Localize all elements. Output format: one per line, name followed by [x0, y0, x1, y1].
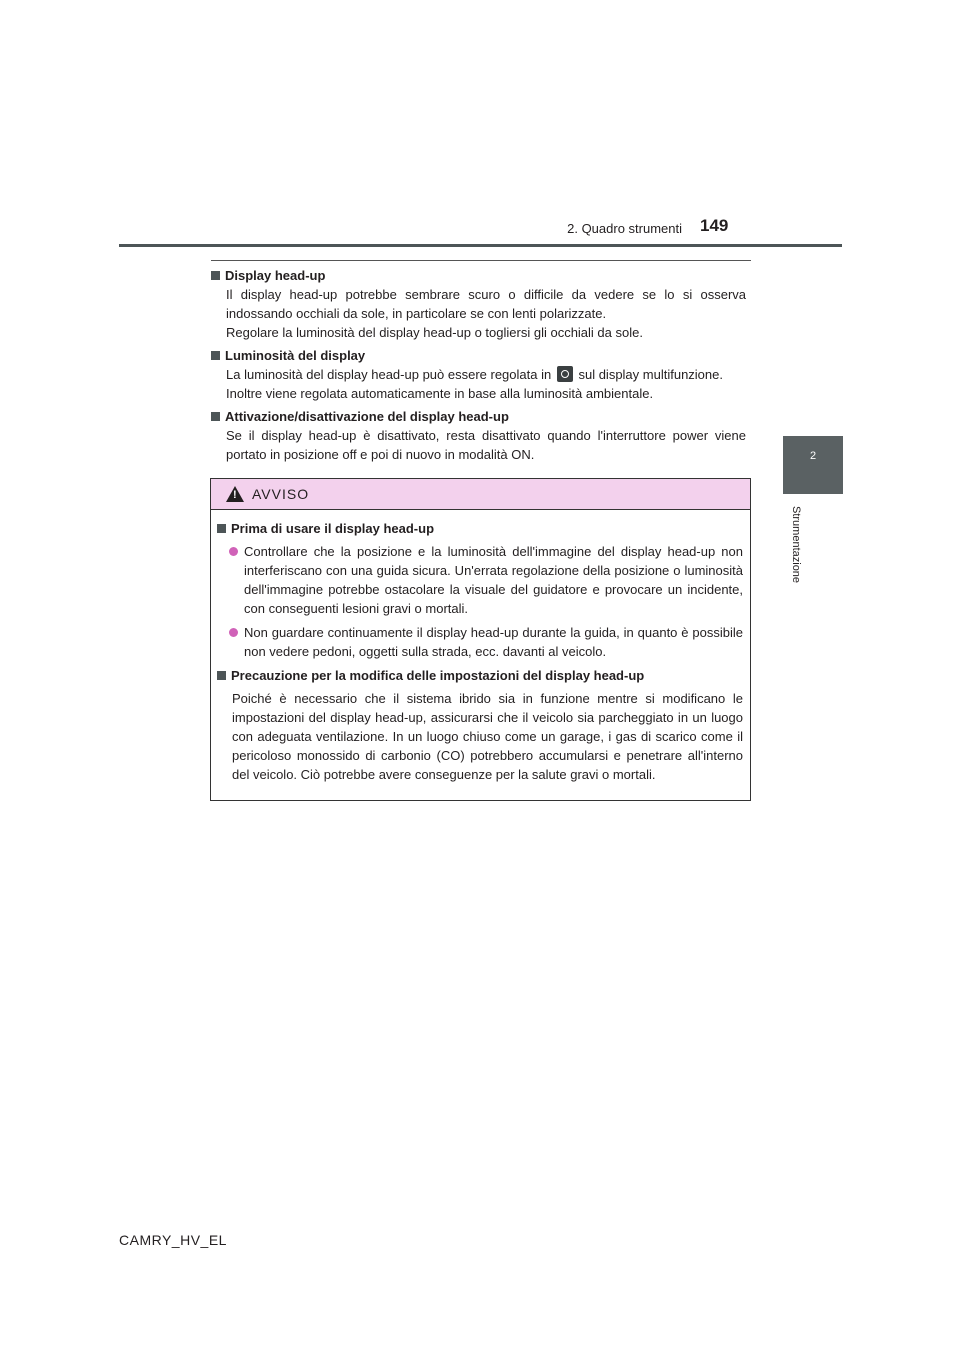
- main-content: [211, 266, 746, 468]
- chapter-label: Strumentazione: [790, 506, 802, 584]
- section-text: La luminosità del display head-up può essere regolata in: [226, 367, 552, 382]
- chapter-tab: [783, 436, 843, 494]
- section-display-head-up: [211, 266, 746, 342]
- square-bullet-icon: [217, 524, 226, 533]
- section-luminosita: [211, 346, 746, 403]
- list-item: Controllare che la posizione e la luminosità dell'immagine del display head-up non interferiscano con una guida sicura. Un'errata regolazione della posizione o luminosità dell'immagine potrebbe ostacolare la visuale del guidatore e provocare un incidente, con conseguenti lesioni gravi o mortali.: [217, 542, 743, 618]
- section-text: Inoltre viene regolata automaticamente in base alla luminosità ambientale.: [226, 386, 654, 401]
- section-heading: Display head-up: [225, 268, 326, 283]
- warning-triangle-icon: [226, 486, 244, 502]
- warning-section-heading: Prima di usare il display head-up: [231, 521, 435, 536]
- section-attivazione: [211, 407, 746, 464]
- section-text: Regolare la luminosità del display head-up o togliersi gli occhiali da sole.: [226, 325, 643, 340]
- warning-section-heading: Precauzione per la modifica delle impostazioni del display head-up: [231, 668, 645, 683]
- chapter-number: 2: [809, 450, 817, 462]
- circle-bullet-icon: [229, 547, 238, 556]
- gear-icon: [557, 366, 573, 382]
- warning-label: AVVISO: [252, 486, 310, 502]
- content-divider: [211, 260, 751, 261]
- square-bullet-icon: [211, 351, 220, 360]
- document-code: CAMRY_HV_EL: [119, 1232, 227, 1248]
- section-heading: Luminosità del display: [225, 348, 366, 363]
- section-text: Se il display head-up è disattivato, resta disattivato quando l'interruttore power viene portato in posizione off e poi di nuovo in modalità ON.: [226, 428, 746, 462]
- square-bullet-icon: [211, 271, 220, 280]
- warning-header: [211, 479, 750, 510]
- section-text: sul display multifunzione.: [578, 367, 723, 382]
- section-text: Il display head-up potrebbe sembrare scuro o difficile da vedere se lo si osserva indossando occhiali da sole, in particolare se con lenti polarizzate.: [226, 287, 746, 321]
- header-divider: [119, 244, 842, 247]
- list-item: Non guardare continuamente il display head-up durante la guida, in quanto è possibile non vedere pedoni, oggetti sulla strada, ecc. davanti al veicolo.: [217, 623, 743, 661]
- circle-bullet-icon: [229, 628, 238, 637]
- page-number: 149: [700, 216, 729, 235]
- square-bullet-icon: [211, 412, 220, 421]
- warning-box: [210, 478, 751, 801]
- warning-text: Poiché è necessario che il sistema ibrido sia in funzione mentre si modificano le impostazioni del display head-up, assicurarsi che il veicolo sia parcheggiato in un luogo con adeguata ventilazione. In un luogo chiuso come un garage, i gas di scarico come il pericoloso monossido di carbonio (CO) potrebbero accumularsi e penetrare all'interno del veicolo. Ciò potrebbe avere conseguenze per la salute gravi o mortali.: [232, 691, 743, 782]
- square-bullet-icon: [217, 671, 226, 680]
- section-title: 2. Quadro strumenti: [567, 221, 682, 236]
- section-heading: Attivazione/disattivazione del display head-up: [225, 409, 509, 424]
